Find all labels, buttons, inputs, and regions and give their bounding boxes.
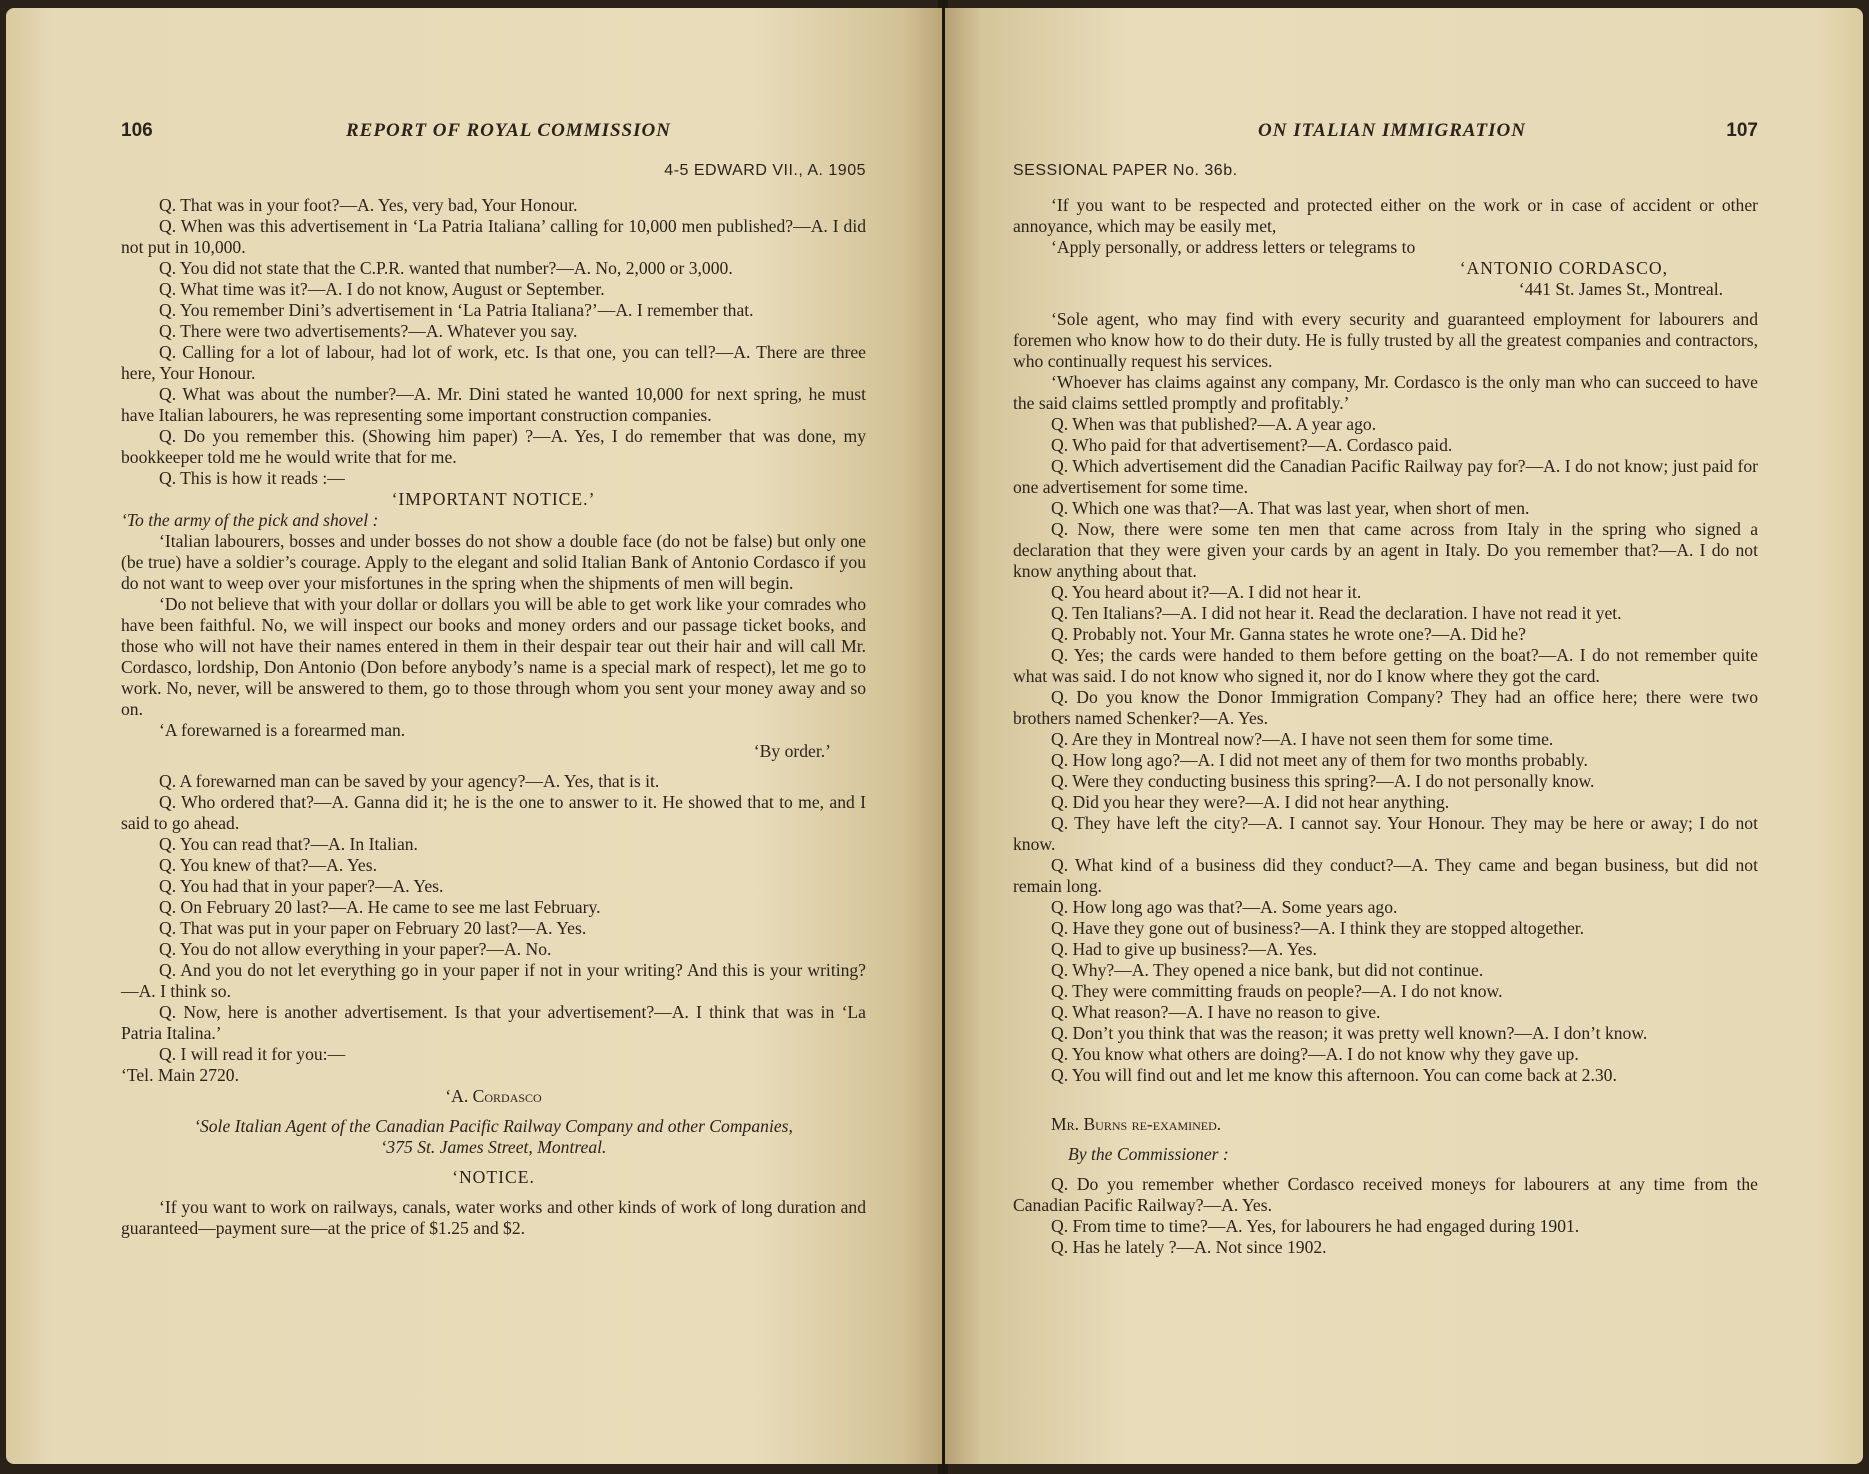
tel-line: ‘Tel. Main 2720. bbox=[121, 1065, 239, 1085]
paragraph: Q. From time to time?—A. Yes, for labourers he had engaged during 1901. bbox=[1051, 1216, 1580, 1236]
paragraph: Q. They have left the city?—A. I cannot say. Your Honour. They may be here or away; I do not know. bbox=[1013, 813, 1758, 854]
paragraph: Q. Has he lately ?—A. Not since 1902. bbox=[1051, 1237, 1327, 1257]
paragraph: Q. You remember Dini’s advertisement in ‘La Patria Italiana?’—A. I remember that. bbox=[159, 300, 754, 320]
witness-line: Mr. Burns re-examined. bbox=[1051, 1114, 1222, 1134]
paragraph: Q. Why?—A. They opened a nice bank, but did not continue. bbox=[1051, 960, 1484, 980]
paragraph: Q. You had that in your paper?—A. Yes. bbox=[159, 876, 444, 896]
paragraph: Q. Do you remember this. (Showing him paper) ?—A. Yes, I do remember that was done, my bookkeeper told me he would write that for me. bbox=[121, 426, 866, 467]
paragraph: Q. They were committing frauds on people?—A. I do not know. bbox=[1051, 981, 1503, 1001]
paragraph: Q. You did not state that the C.P.R. wanted that number?—A. No, 2,000 or 3,000. bbox=[159, 258, 733, 278]
paragraph: Q. When was that published?—A. A year ago. bbox=[1051, 414, 1377, 434]
page-body bbox=[1013, 195, 1758, 1258]
paragraph: Q. This is how it reads :— bbox=[159, 468, 345, 488]
paragraph: Q. Were they conducting business this spring?—A. I do not personally know. bbox=[1051, 771, 1595, 791]
paragraph: Q. Calling for a lot of labour, had lot of work, etc. Is that one, you can tell?—A. There are three here, Your Honour. bbox=[121, 342, 866, 383]
paragraph: Q. What time was it?—A. I do not know, August or September. bbox=[159, 279, 605, 299]
left-page bbox=[6, 8, 942, 1464]
paragraph: ‘Sole agent, who may find with every security and guaranteed employment for labourers and foremen who know how to do their duty. He is fully trusted by all the greatest companies and contractors, who continually request his services. bbox=[1013, 309, 1758, 371]
paragraph: Q. Don’t you think that was the reason; it was pretty well known?—A. I don’t know. bbox=[1051, 1023, 1648, 1043]
paragraph: ‘If you want to be respected and protected either on the work or in case of accident or other annoyance, which may be easily met, bbox=[1013, 195, 1758, 236]
notice-paragraph: ‘Do not believe that with your dollar or dollars you will be able to get work like your comrades who have been faithful. No, we will inspect our books and money orders and our passage ticket books, and those who will not have their names entered in them in their despair tear out their hair and will call Mr. Cordasco, lordship, Don Antonio (Don before anybody’s name is a special mark of respect), let me go to work. No, never, will be answered to them, go to those through whom you sent your money away and so on. bbox=[121, 594, 866, 719]
paragraph: Q. Which one was that?—A. That was last year, when short of men. bbox=[1051, 498, 1530, 518]
paragraph: Q. You heard about it?—A. I did not hear it. bbox=[1051, 582, 1362, 602]
paragraph: Q. Which advertisement did the Canadian Pacific Railway pay for?—A. I do not know; just paid for one advertisement for some time. bbox=[1013, 456, 1758, 497]
paragraph: Q. What reason?—A. I have no reason to give. bbox=[1051, 1002, 1381, 1022]
session-line: 4-5 EDWARD VII., A. 1905 bbox=[664, 162, 866, 179]
paragraph: Q. Had to give up business?—A. Yes. bbox=[1051, 939, 1317, 959]
paragraph: Q. You knew of that?—A. Yes. bbox=[159, 855, 377, 875]
notice-paragraph: ‘A forewarned is a forearmed man. bbox=[159, 720, 406, 740]
notice-paragraph: ‘Italian labourers, bosses and under bosses do not show a double face (do not be false) but only one (be true) have a soldier’s courage. Apply to the elegant and solid Italian Bank of Antonio Cordasco if you do not want to weep over your misfortunes in the spring when the shipments of men will begin. bbox=[121, 531, 866, 593]
paragraph: Q. When was this advertisement in ‘La Patria Italiana’ calling for 10,000 men published?—A. I did not put in 10,000. bbox=[121, 216, 866, 257]
paragraph: Q. Do you know the Donor Immigration Company? They had an office here; there were two brothers named Schenker?—A. Yes. bbox=[1013, 687, 1758, 728]
cordasco-line: ‘A. Cordasco bbox=[445, 1086, 542, 1106]
paragraph: Q. Probably not. Your Mr. Ganna states he wrote one?—A. Did he? bbox=[1051, 624, 1526, 644]
paragraph: Q. Have they gone out of business?—A. I think they are stopped altogether. bbox=[1051, 918, 1585, 938]
paragraph: ‘Whoever has claims against any company, Mr. Cordasco is the only man who can succeed to have the said claims settled promptly and profitably.’ bbox=[1013, 372, 1758, 413]
paragraph: Q. You know what others are doing?—A. I do not know why they gave up. bbox=[1051, 1044, 1579, 1064]
agent-address: ‘375 St. James Street, Montreal. bbox=[380, 1137, 607, 1157]
paragraph: Q. How long ago was that?—A. Some years ago. bbox=[1051, 897, 1398, 917]
paragraph: Q. That was put in your paper on February 20 last?—A. Yes. bbox=[159, 918, 587, 938]
paragraph: Q. On February 20 last?—A. He came to see me last February. bbox=[159, 897, 601, 917]
paragraph: Q. Who ordered that?—A. Ganna did it; he is the one to answer to it. He showed that to me, and I said to go ahead. bbox=[121, 792, 866, 833]
paragraph: Q. What was about the number?—A. Mr. Dini stated he wanted 10,000 for next spring, he must have Italian labourers, he was representing some important construction companies. bbox=[121, 384, 866, 425]
paragraph: Q. Ten Italians?—A. I did not hear it. Read the declaration. I have not read it yet. bbox=[1051, 603, 1622, 623]
page-header bbox=[121, 120, 866, 150]
paragraph: Q. Now, here is another advertisement. Is that your advertisement?—A. I think that was in ‘La Patria Italina.’ bbox=[121, 1002, 866, 1043]
notice-signature: ‘By order.’ bbox=[753, 741, 831, 761]
paragraph: Q. Yes; the cards were handed to them before getting on the boat?—A. I do not remember quite what was said. I do not know who signed it, nor do I know where they got the card. bbox=[1013, 645, 1758, 686]
paragraph: Q. A forewarned man can be saved by your agency?—A. Yes, that is it. bbox=[159, 771, 660, 791]
paragraph: Q. Do you remember whether Cordasco received moneys for labourers at any time from the Canadian Pacific Railway?—A. Yes. bbox=[1013, 1174, 1758, 1215]
agent-line: ‘Sole Italian Agent of the Canadian Pacific Railway Company and other Companies, bbox=[194, 1116, 793, 1136]
running-title: REPORT OF ROYAL COMMISSION bbox=[346, 120, 671, 141]
paragraph: Q. And you do not let everything go in your paper if not in your writing? And this is your writing?—A. I think so. bbox=[121, 960, 866, 1001]
page-body bbox=[121, 195, 866, 1239]
paragraph: Q. You will find out and let me know this afternoon. You can come back at 2.30. bbox=[1051, 1065, 1617, 1085]
paragraph: Q. Who paid for that advertisement?—A. Cordasco paid. bbox=[1051, 435, 1453, 455]
notice-heading-2: ‘NOTICE. bbox=[452, 1167, 535, 1187]
running-title: ON ITALIAN IMMIGRATION bbox=[1258, 120, 1526, 141]
paragraph: Q. What kind of a business did they conduct?—A. They came and began business, but did not remain long. bbox=[1013, 855, 1758, 896]
paragraph: ‘If you want to work on railways, canals, water works and other kinds of work of long duration and guaranteed—payment sure—at the price of $1.25 and $2. bbox=[121, 1197, 866, 1238]
name-line: ‘ANTONIO CORDASCO, bbox=[1459, 258, 1668, 278]
commissioner-line: By the Commissioner : bbox=[1068, 1144, 1229, 1164]
paragraph: Q. I will read it for you:— bbox=[159, 1044, 346, 1064]
page-header bbox=[1013, 120, 1758, 150]
page-number: 107 bbox=[1726, 120, 1758, 141]
address-line: ‘441 St. James St., Montreal. bbox=[1518, 279, 1723, 299]
paragraph: Q. Now, there were some ten men that came across from Italy in the spring who signed a declaration that they were given your cards by an agent in Italy. Do you remember that?—A. I do not know anything about that. bbox=[1013, 519, 1758, 581]
paragraph: Q. There were two advertisements?—A. Whatever you say. bbox=[159, 321, 578, 341]
page-number: 106 bbox=[121, 120, 153, 141]
paragraph: Q. How long ago?—A. I did not meet any of them for two months probably. bbox=[1051, 750, 1588, 770]
notice-address: ‘To the army of the pick and shovel : bbox=[121, 510, 379, 530]
right-page bbox=[945, 8, 1863, 1464]
paragraph: Q. Did you hear they were?—A. I did not hear anything. bbox=[1051, 792, 1450, 812]
paragraph: Q. Are they in Montreal now?—A. I have not seen them for some time. bbox=[1051, 729, 1554, 749]
paragraph: Q. You do not allow everything in your paper?—A. No. bbox=[159, 939, 552, 959]
session-line: SESSIONAL PAPER No. 36b. bbox=[1013, 162, 1238, 179]
notice-heading: ‘IMPORTANT NOTICE.’ bbox=[391, 489, 596, 509]
paragraph: Q. That was in your foot?—A. Yes, very bad, Your Honour. bbox=[159, 195, 578, 215]
paragraph: ‘Apply personally, or address letters or telegrams to bbox=[1051, 237, 1416, 257]
paragraph: Q. You can read that?—A. In Italian. bbox=[159, 834, 418, 854]
